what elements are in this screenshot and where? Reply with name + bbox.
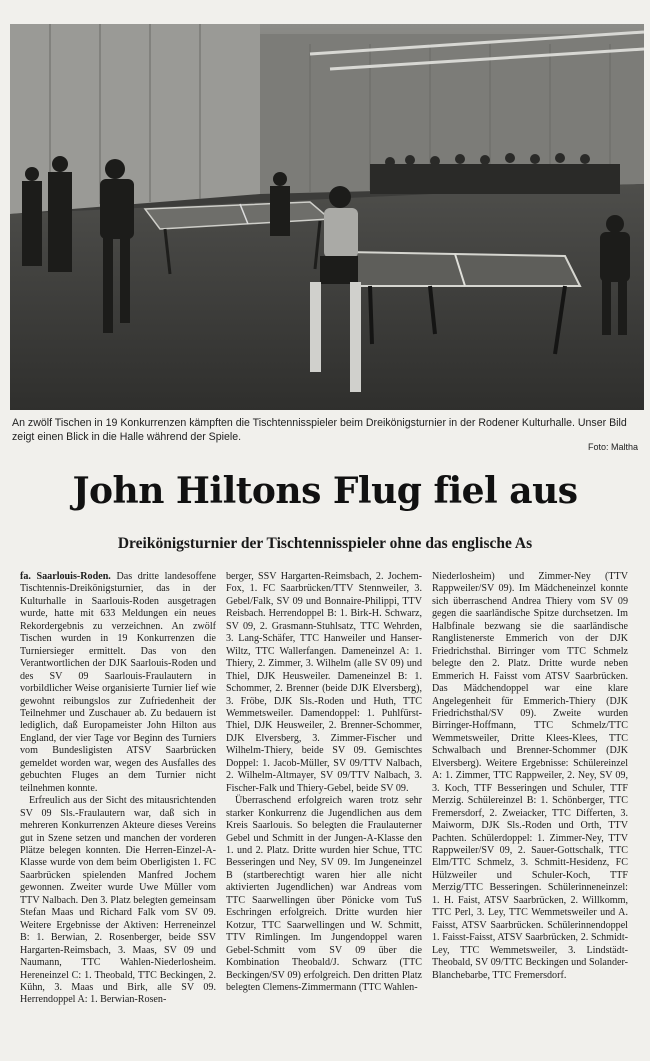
photo-credit: Foto: Maltha <box>587 442 638 452</box>
paragraph: Niederlosheim) und Zimmer-Ney (TTV Rappweiler/SV 09). Im Mädcheneinzel konnte sich überraschend Andrea Thiery vom SV 09 gegen die saarländische Spitze durchsetzen. Im Halbfinale bezwang sie die saarländische Ranglistenerste Emmerich von der DJK Friedrichsthal. Birringer vom TTC Schmelz belegte den 2. Platz. Dritte wurde neben Emmerich H. Faisst vom ATSV Saarbrücken. Das Mädchendoppel war eine klare Angelegenheit für Emmerich-Thiery (DJK Friedrichsthal/SV 09). Zweite wurden Birringer-Hoffmann, TTC Schmelz/TTC Wemmetsweiler, Dritte Klees-Klees, TTC Schwalbach und Brenner-Schommer (DJK Elversberg). Weitere Ergebnisse: Schülereinzel A: 1. Zimmer, TTC Rappweiler, 2. Ney, SV 09, 3. Koch, TTF Besseringen und Schuler, TTF Merzig. Schülereinzel B: 1. Schönberger, TTC Fremersdorf, 2. Zweiacker, TTC Differten, 3. Maiworm, DJK Sls.-Roden und Orth, TTV Pachten. Schülerdoppel: 1. Zimmer-Ney, TTV Rappweiler/SV 09, 2. Sauer-Gottschalk, TTC Elm/TTC Schmelz, 3. Schmitt-Hesidenz, FC Hülzweiler und Schuler-Koch, TTF Merzig/TTC Besseringen. Schülerinneneinzel: 1. H. Faist, ATSV Saarbrücken, 2. Willkomm, TTC Perl, 3. Ley, TTC Wemmetsweiler und A. Faisst, ATSV Saarbrücken. Schülerinnendoppel 1. Faisst-Faisst, ATSV Saarbrücken, 2. Schmidt-Ley, TTC Wemmetsweiler, 3. Lindstädt-Theobald, SV 09/TTC Beckingen und Solander-Blanchebarbe, TTC Fremersdorf. <box>432 571 628 981</box>
article-subheadline: Dreikönigsturnier der Tischtennisspieler ohne das englische As <box>117 535 533 552</box>
paragraph <box>20 571 216 795</box>
photo-caption: An zwölf Tischen in 19 Konkurrenzen kämpften die Tischtennisspieler beim Dreikönigsturnier in der Rodener Kulturhalle. Unser Bild zeigt einen Blick in die Halle während der Spiele. <box>12 417 627 443</box>
paragraph: Überraschend erfolgreich waren trotz sehr starker Konkurrenz die Jugendlichen aus dem Kreis Saarlouis. So belegten die Fraulauterner Gebel und Schmitt in der Jungen-A-Klasse den 1. und 2. Platz. Dritte wurden hier Schue, TTC Besseringen und Ney, SV 09. Im Jungeneinzel B (startberechtigt waren hier alle nicht aktivierten Jugendlichen) war Andreas vom TTC Saarwellingen über Pönicke vom TuS Eschringen erfolgreich. Dritte wurden hier Kotzur, TTC Saarwellingen und W. Schmitt, TTV Rimlingen. Im Jungendoppel waren Gebel-Schmitt vom SV 09 über die Kombination Theobald/J. Schwarz (TTC Beckingen/SV 09) erfolgreich. Den dritten Platz belegten Clemens-Zimmermann (TTC Wahlen- <box>226 795 422 993</box>
article-column-1 <box>20 571 216 1007</box>
article-headline: John Hiltons Flug fiel aus <box>72 470 578 512</box>
article-column-2 <box>226 571 422 994</box>
paragraph: Erfreulich aus der Sicht des mitausrichtenden SV 09 Sls.-Fraulautern war, daß sich in mehreren Konkurrenzen Akteure dieses Vereins gut in Szene setzen und manchen der vorderen Plätze belegen konnten. Die Herren-Einzel-A-Klasse wurde von dem beim Oberligisten 1. FC Saarbrücken spielenden Manfred Jochem gewonnen. Zweiter wurde Uwe Müller vom TTV Nalbach. Den 3. Platz belegten gemeinsam Stefan Maas und Richard Falk vom SV 09. Weitere Ergebnisse der Aktiven: Herreneinzel B: 1. Berwian, 2. Rosenberger, beide SSV Hargarten-Reimsbach, 3. Maas, SV 09 und Naumann, TTC Wahlen-Niederlosheim. Hereneinzel C: 1. Theobald, TTC Beckingen, 2. Kühn, 3. Maas und Birk, alle SV 09. Herrendoppel A: 1. Berwian-Rosen- <box>20 795 216 1006</box>
paragraph: berger, SSV Hargarten-Reimsbach, 2. Jochem-Fox, 1. FC Saarbrücken/TTV Stennweiler, 3. Gebel/Falk, SV 09 und Bonnaire-Philippi, TTV Reisbach. Herrendoppel B: 1. Birk-H. Schwarz, SV 09, 2. Grasmann-Stuhlsatz, TTC Wehrden, 3. Lang-Schäfer, TTC Hanweiler und Hanser-Wiltz, TTC Wallerfangen. Dameneinzel A: 1. Thiery, 2. Zimmer, 3. Wilhelm (alle SV 09) und Thiel, DJK Heusweiler. Dameneinzel B: 1. Schommer, 2. Brenner (beide DJK Elversberg), 3. Fröbe, DJK Sls.-Roden und Huth, TTC Wemmetsweiler. Damendoppel: 1. Puhlfürst-Thiel, DJK Heusweiler, 2. Brenner-Schommer, DJK Elversberg, 3. Zimmer-Fischer und Wilhelm-Thiery, beide SV 09. Gemischtes Doppel: 1. Jacob-Müller, SV 09/TTV Nalbach, 2. Wilhelm-Altmayer, SV 09/TTV Nalbach, 3. Fischer-Falk und Thiery-Gebel, beide SV 09. <box>226 571 422 794</box>
paragraph-text: Das dritte landesoffene Tischtennis-Dreikönigsturnier, das in der Kulturhalle in Saarlouis-Roden ausgetragen wurde, hatte mit 633 Meldungen ein neues Rekordergebnis zu verzeichnen. An zwölf Tischen wurden in 19 Konkurrenzen die Turniersieger ermittelt. Das von den Verantwortlichen der DJK Saarlouis-Roden und des SV 09 Saarlouis-Fraulautern in vorbildlicher Weise organisierte Turnier lief wie gewohnt reibungslos zur Zufriedenheit der Teilnehmer und Zuschauer ab. Zu bedauern ist lediglich, daß Europameister John Hilton aus England, der vier Tage vor Beginn des Turniers vom Bundesligisten ATSV Saarbrücken gemeldet worden war, wegen des Ausfalles des gebuchten Fluges an dem Turnier nicht teilnehmen konnte. <box>20 571 216 794</box>
article-column-3 <box>432 571 628 982</box>
dateline: fa. Saarlouis-Roden. <box>20 571 111 582</box>
sports-hall-photo <box>10 24 644 410</box>
table-tennis-hall-image <box>10 24 644 410</box>
